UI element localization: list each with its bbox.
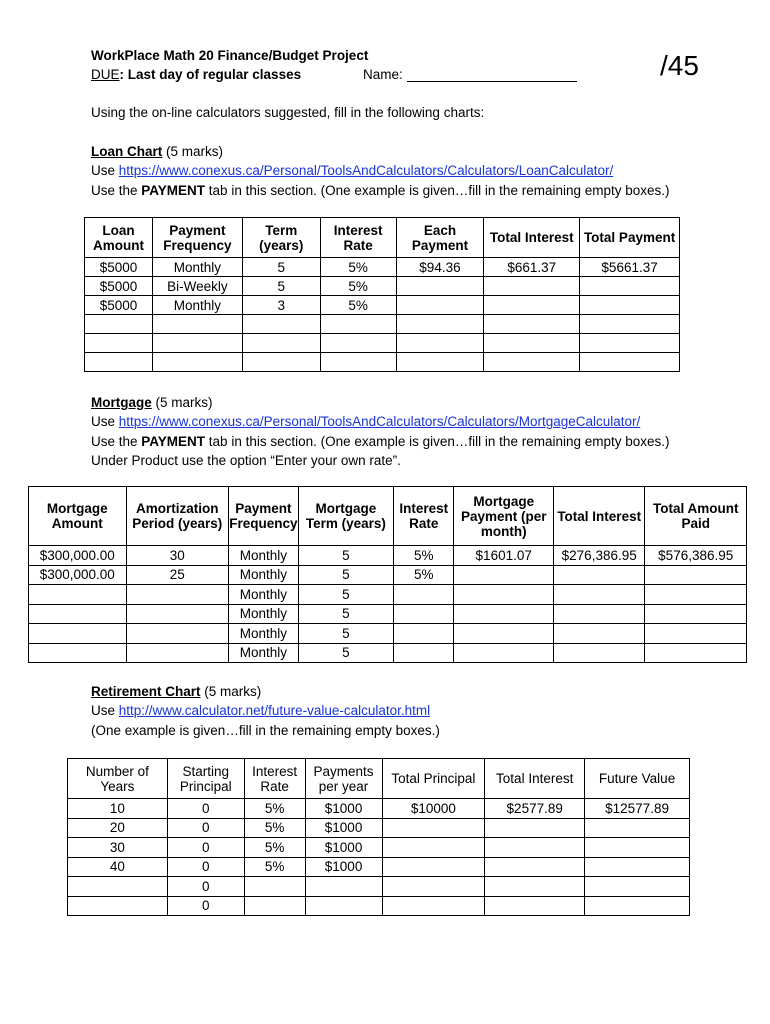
mortgage-answer-cell[interactable] [29,643,127,663]
loan-empty-cell[interactable] [242,353,320,372]
retirement-cell: 0 [167,857,244,877]
mortgage-answer-cell[interactable] [29,604,127,624]
loan-cell: 3 [242,296,320,315]
retirement-cell: $10000 [382,799,485,819]
mortgage-answer-cell[interactable] [454,624,554,644]
retirement-cell: 0 [167,818,244,838]
retirement-cell: 0 [167,799,244,819]
loan-header-cell: Loan Amount [85,218,153,258]
loan-answer-cell[interactable] [580,277,680,296]
retirement-cell: $1000 [305,818,382,838]
table-row [85,258,680,277]
retirement-answer-cell[interactable] [585,857,690,877]
table-row [29,604,747,624]
mortgage-answer-cell[interactable] [454,565,554,585]
retirement-cell: 30 [68,838,168,858]
mortgage-answer-cell[interactable] [394,643,454,663]
retirement-answer-cell[interactable] [244,896,305,916]
mortgage-answer-cell[interactable] [454,585,554,605]
table-row [68,896,690,916]
retirement-answer-cell[interactable] [485,838,585,858]
table-row [29,643,747,663]
loan-cell: 5% [320,296,396,315]
table-row [29,546,747,566]
table-row [68,799,690,819]
loan-empty-cell[interactable] [85,315,153,334]
table-row [29,624,747,644]
table-row [68,838,690,858]
table-row [29,585,747,605]
mortgage-answer-cell[interactable] [126,643,229,663]
loan-header-cell: Interest Rate [320,218,396,258]
loan-cell: $94.36 [396,258,484,277]
mortgage-cell: Monthly [229,565,299,585]
retirement-answer-cell[interactable] [382,838,485,858]
loan-cell: $5000 [85,296,153,315]
mortgage-answer-cell[interactable] [29,585,127,605]
loan-empty-cell[interactable] [580,315,680,334]
loan-header-cell: Term (years) [242,218,320,258]
mortgage-cell: Monthly [229,585,299,605]
retirement-header-cell: Future Value [585,759,690,799]
retirement-answer-cell[interactable] [585,877,690,897]
mortgage-header-cell: Total Interest [553,487,644,546]
mortgage-answer-cell[interactable] [645,604,747,624]
mortgage-instr-bold: PAYMENT [141,433,206,449]
loan-cell: $661.37 [484,258,580,277]
retirement-section-text [91,682,440,740]
mortgage-cell: 30 [126,546,229,566]
retirement-calculator-link[interactable]: http://www.calculator.net/future-value-calculator.html [118,703,431,719]
loan-empty-cell[interactable] [484,353,580,372]
due-label: DUE [91,67,120,82]
mortgage-calculator-link[interactable]: https://www.conexus.ca/Personal/ToolsAndCalculators/Calculators/MortgageCalculator/ [118,414,641,430]
loan-section-text [91,142,670,200]
mortgage-section-text [91,393,670,470]
retirement-cell: $2577.89 [485,799,585,819]
table-row [85,353,680,372]
retirement-cell: 0 [167,877,244,897]
name-blank-line[interactable] [407,67,577,82]
mortgage-header-cell: Mortgage Payment (per month) [454,487,554,546]
name-field[interactable] [363,67,577,82]
loan-cell: $5000 [85,258,153,277]
mortgage-cell: $1601.07 [454,546,554,566]
mortgage-instr-post: tab in this section. (One example is given…fill in the remaining empty boxes.) [205,433,670,449]
mortgage-answer-cell[interactable] [553,604,644,624]
loan-empty-cell[interactable] [484,315,580,334]
table-row [85,334,680,353]
loan-empty-cell[interactable] [242,334,320,353]
retirement-answer-cell[interactable] [485,857,585,877]
retirement-answer-cell[interactable] [382,857,485,877]
retirement-answer-cell[interactable] [382,818,485,838]
loan-calculator-link[interactable]: https://www.conexus.ca/Personal/ToolsAndCalculators/Calculators/LoanCalculator/ [118,163,614,179]
retirement-marks: (5 marks) [200,684,262,699]
mortgage-answer-cell[interactable] [553,565,644,585]
mortgage-cell: 5% [394,546,454,566]
name-label: Name: [363,67,403,82]
mortgage-title: Mortgage [91,395,152,410]
loan-empty-cell[interactable] [85,353,153,372]
loan-empty-cell[interactable] [396,315,484,334]
mortgage-cell: 5% [394,565,454,585]
mortgage-header-cell: Mortgage Term (years) [298,487,393,546]
mortgage-answer-cell[interactable] [126,624,229,644]
table-row [68,877,690,897]
loan-cell: 5 [242,258,320,277]
mortgage-cell: 25 [126,565,229,585]
document-title: WorkPlace Math 20 Finance/Budget Project [91,48,369,63]
mortgage-instr-pre: Use the [91,433,142,449]
loan-header-cell: Each Payment [396,218,484,258]
loan-empty-cell[interactable] [320,353,396,372]
retirement-cell: 5% [244,799,305,819]
retirement-cell: 5% [244,838,305,858]
mortgage-marks: (5 marks) [151,395,213,410]
retirement-table [67,758,690,916]
mortgage-answer-cell[interactable] [553,643,644,663]
mortgage-answer-cell[interactable] [645,624,747,644]
retirement-answer-cell[interactable] [485,877,585,897]
mortgage-answer-cell[interactable] [394,604,454,624]
retirement-cell: 5% [244,818,305,838]
table-row [68,857,690,877]
mortgage-header-cell: Mortgage Amount [29,487,127,546]
mortgage-cell: $300,000.00 [29,546,127,566]
mortgage-answer-cell[interactable] [553,585,644,605]
retirement-answer-cell[interactable] [68,877,168,897]
loan-answer-cell[interactable] [484,277,580,296]
mortgage-cell: 5 [298,604,393,624]
retirement-header-cell: Total Interest [485,759,585,799]
loan-empty-cell[interactable] [484,334,580,353]
loan-empty-cell[interactable] [320,315,396,334]
retirement-answer-cell[interactable] [485,818,585,838]
retirement-cell: 20 [68,818,168,838]
loan-empty-cell[interactable] [152,334,242,353]
due-text: : Last day of regular classes [119,67,302,82]
loan-answer-cell[interactable] [396,277,484,296]
retirement-cell: $1000 [305,838,382,858]
loan-answer-cell[interactable] [484,296,580,315]
loan-cell: Bi-Weekly [152,277,242,296]
loan-header-cell: Payment Frequency [152,218,242,258]
retirement-answer-cell[interactable] [382,896,485,916]
retirement-cell: 5% [244,857,305,877]
mortgage-cell: Monthly [229,604,299,624]
mortgage-cell: $300,000.00 [29,565,127,585]
loan-empty-cell[interactable] [85,334,153,353]
loan-header-cell: Total Payment [580,218,680,258]
loan-header-cell: Total Interest [484,218,580,258]
loan-empty-cell[interactable] [396,353,484,372]
mortgage-answer-cell[interactable] [553,624,644,644]
mortgage-cell: 5 [298,585,393,605]
table-row [85,315,680,334]
mortgage-answer-cell[interactable] [645,643,747,663]
mortgage-answer-cell[interactable] [29,624,127,644]
mortgage-answer-cell[interactable] [394,585,454,605]
loan-empty-cell[interactable] [152,353,242,372]
mortgage-cell: 5 [298,546,393,566]
loan-instr-bold: PAYMENT [141,182,206,198]
mortgage-answer-cell[interactable] [454,643,554,663]
retirement-header-cell: Starting Principal [167,759,244,799]
mortgage-header-cell: Amortization Period (years) [126,487,229,546]
mortgage-cell: Monthly [229,643,299,663]
mortgage-answer-cell[interactable] [126,585,229,605]
retirement-cell: $1000 [305,799,382,819]
retirement-header-cell: Payments per year [305,759,382,799]
loan-cell: 5 [242,277,320,296]
retirement-answer-cell[interactable] [485,896,585,916]
retirement-answer-cell[interactable] [305,877,382,897]
loan-title: Loan Chart [91,144,163,159]
table-row [85,277,680,296]
retirement-answer-cell[interactable] [68,896,168,916]
retirement-answer-cell[interactable] [305,896,382,916]
loan-answer-cell[interactable] [396,296,484,315]
mortgage-answer-cell[interactable] [394,624,454,644]
intro-text: Using the on-line calculators suggested, fill in the following charts: [91,105,485,120]
mortgage-answer-cell[interactable] [645,565,747,585]
retirement-header-cell: Number of Years [68,759,168,799]
mortgage-answer-cell[interactable] [645,585,747,605]
retirement-answer-cell[interactable] [585,818,690,838]
loan-empty-cell[interactable] [320,334,396,353]
retirement-instr: (One example is given…fill in the remaining empty boxes.) [91,722,440,738]
retirement-answer-cell[interactable] [585,896,690,916]
retirement-cell: 40 [68,857,168,877]
table-row [68,818,690,838]
loan-instr-pre: Use the [91,182,142,198]
retirement-title: Retirement Chart [91,684,201,699]
mortgage-cell: 5 [298,565,393,585]
retirement-cell: $12577.89 [585,799,690,819]
retirement-cell: 0 [167,896,244,916]
mortgage-table [28,486,747,663]
loan-cell: 5% [320,277,396,296]
retirement-header-cell: Total Principal [382,759,485,799]
loan-empty-cell[interactable] [242,315,320,334]
mortgage-header-cell: Total Amount Paid [645,487,747,546]
loan-cell: Monthly [152,296,242,315]
retirement-cell: $1000 [305,857,382,877]
loan-instr-post: tab in this section. (One example is given…fill in the remaining empty boxes.) [205,182,670,198]
loan-table [84,217,680,372]
mortgage-header-cell: Payment Frequency [229,487,299,546]
mortgage-cell: $276,386.95 [553,546,644,566]
retirement-header-cell: Interest Rate [244,759,305,799]
loan-answer-cell[interactable] [580,296,680,315]
loan-empty-cell[interactable] [152,315,242,334]
loan-cell: $5000 [85,277,153,296]
loan-empty-cell[interactable] [396,334,484,353]
table-row [29,565,747,585]
mortgage-use-label: Use [91,414,119,430]
retirement-use-label: Use [91,703,119,719]
loan-marks: (5 marks) [162,144,224,159]
mortgage-instr2: Under Product use the option “Enter your own rate”. [91,452,401,468]
mortgage-header-cell: Interest Rate [394,487,454,546]
loan-cell: 5% [320,258,396,277]
table-row [85,296,680,315]
mortgage-cell: 5 [298,643,393,663]
loan-use-label: Use [91,163,119,179]
loan-cell: Monthly [152,258,242,277]
retirement-cell: 0 [167,838,244,858]
retirement-answer-cell[interactable] [585,838,690,858]
loan-empty-cell[interactable] [580,353,680,372]
mortgage-answer-cell[interactable] [454,604,554,624]
retirement-cell: 10 [68,799,168,819]
mortgage-cell: 5 [298,624,393,644]
mortgage-cell: $576,386.95 [645,546,747,566]
retirement-answer-cell[interactable] [244,877,305,897]
retirement-answer-cell[interactable] [382,877,485,897]
due-line [91,67,301,82]
mortgage-cell: Monthly [229,546,299,566]
loan-empty-cell[interactable] [580,334,680,353]
score-total: /45 [660,50,699,81]
loan-cell: $5661.37 [580,258,680,277]
mortgage-cell: Monthly [229,624,299,644]
mortgage-answer-cell[interactable] [126,604,229,624]
